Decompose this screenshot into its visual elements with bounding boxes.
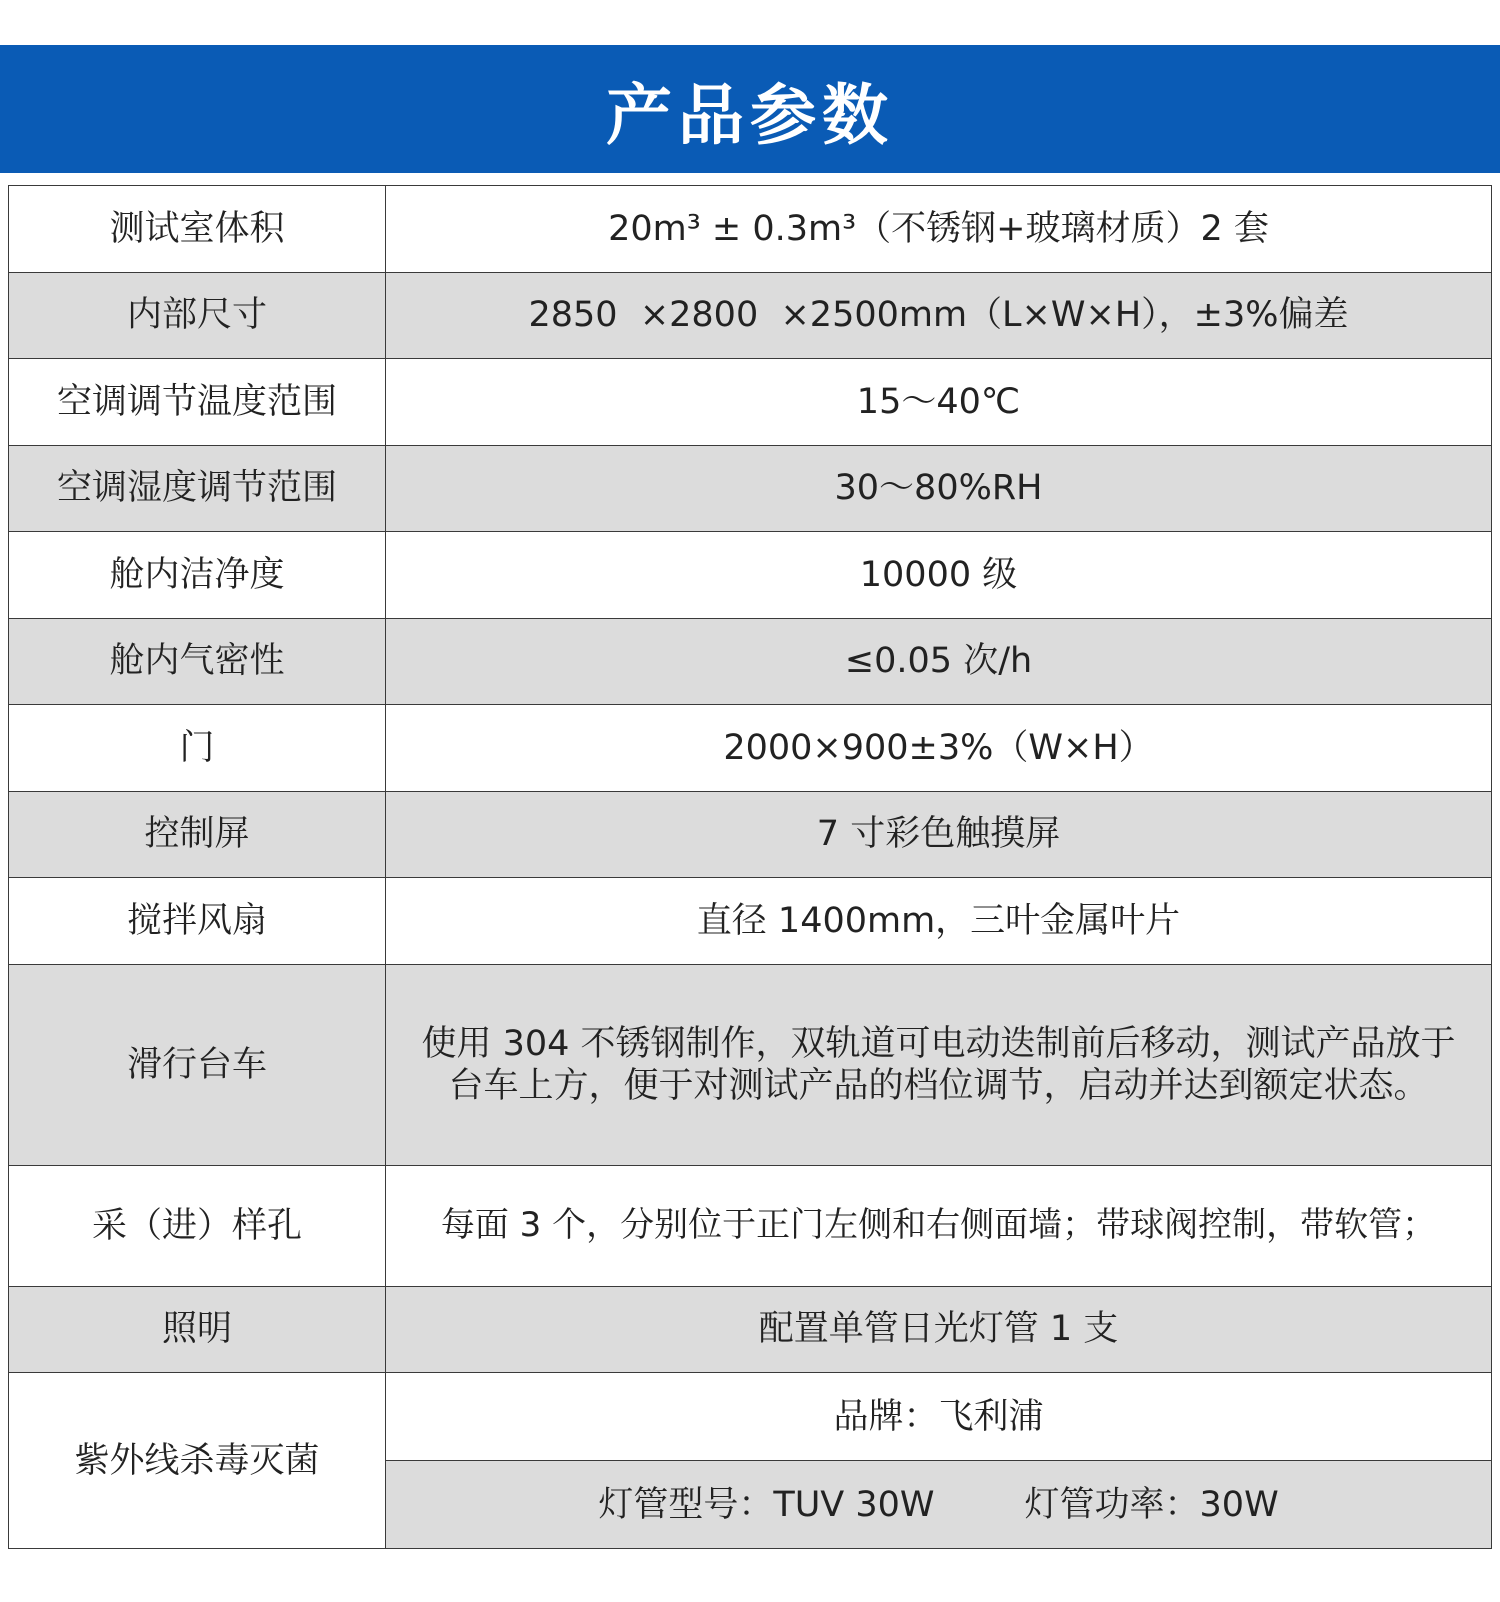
row-value: 配置单管日光灯管 1 支 — [386, 1286, 1492, 1373]
row-value: 直径 1400mm，三叶金属叶片 — [386, 878, 1492, 965]
row-label: 搅拌风扇 — [9, 878, 386, 965]
table-row — [9, 532, 1492, 619]
row-value: 2000×900±3%（W×H） — [386, 705, 1492, 792]
row-label: 内部尺寸 — [9, 272, 386, 359]
row-label: 空调湿度调节范围 — [9, 445, 386, 532]
row-value: 30～80%RH — [386, 445, 1492, 532]
row-value-line: 使用 304 不锈钢制作，双轨道可电动迭制前后移动，测试产品放于 — [421, 1023, 1456, 1064]
row-label: 舱内气密性 — [9, 618, 386, 705]
table-row — [9, 705, 1492, 792]
row-value-lamp — [386, 1461, 1492, 1549]
table-row — [9, 359, 1492, 446]
row-label: 紫外线杀毒灭菌 — [9, 1373, 386, 1549]
page-title: 产品参数 — [606, 76, 894, 154]
row-label: 滑行台车 — [9, 964, 386, 1165]
row-label: 采（进）样孔 — [9, 1165, 386, 1286]
table-row — [9, 1165, 1492, 1286]
row-value: 20m³ ± 0.3m³（不锈钢+玻璃材质）2 套 — [386, 186, 1492, 273]
row-value: 10000 级 — [386, 532, 1492, 619]
row-label: 舱内洁净度 — [9, 532, 386, 619]
row-value: 每面 3 个，分别位于正门左侧和右侧面墙；带球阀控制，带软管； — [386, 1165, 1492, 1286]
table-row — [9, 878, 1492, 965]
table-row — [9, 272, 1492, 359]
row-value-line: 台车上方，便于对测试产品的档位调节，启动并达到额定状态。 — [448, 1065, 1429, 1106]
table-row — [9, 964, 1492, 1165]
row-value: 15～40℃ — [386, 359, 1492, 446]
table-row — [9, 1373, 1492, 1461]
table-row — [9, 186, 1492, 273]
header-banner — [0, 45, 1500, 173]
spec-table — [8, 185, 1492, 1549]
table-row — [9, 618, 1492, 705]
row-label: 空调调节温度范围 — [9, 359, 386, 446]
row-value: 2850 ×2800 ×2500mm（L×W×H），±3%偏差 — [386, 272, 1492, 359]
row-label: 照明 — [9, 1286, 386, 1373]
table-row — [9, 791, 1492, 878]
lamp-model: 灯管型号：TUV 30W — [598, 1484, 935, 1525]
row-value — [386, 964, 1492, 1165]
row-value: 7 寸彩色触摸屏 — [386, 791, 1492, 878]
row-label: 门 — [9, 705, 386, 792]
row-label: 测试室体积 — [9, 186, 386, 273]
row-label: 控制屏 — [9, 791, 386, 878]
table-row — [9, 445, 1492, 532]
lamp-power: 灯管功率：30W — [1024, 1484, 1279, 1525]
row-value-brand: 品牌：飞利浦 — [386, 1373, 1492, 1461]
row-value: ≤0.05 次/h — [386, 618, 1492, 705]
table-row — [9, 1286, 1492, 1373]
